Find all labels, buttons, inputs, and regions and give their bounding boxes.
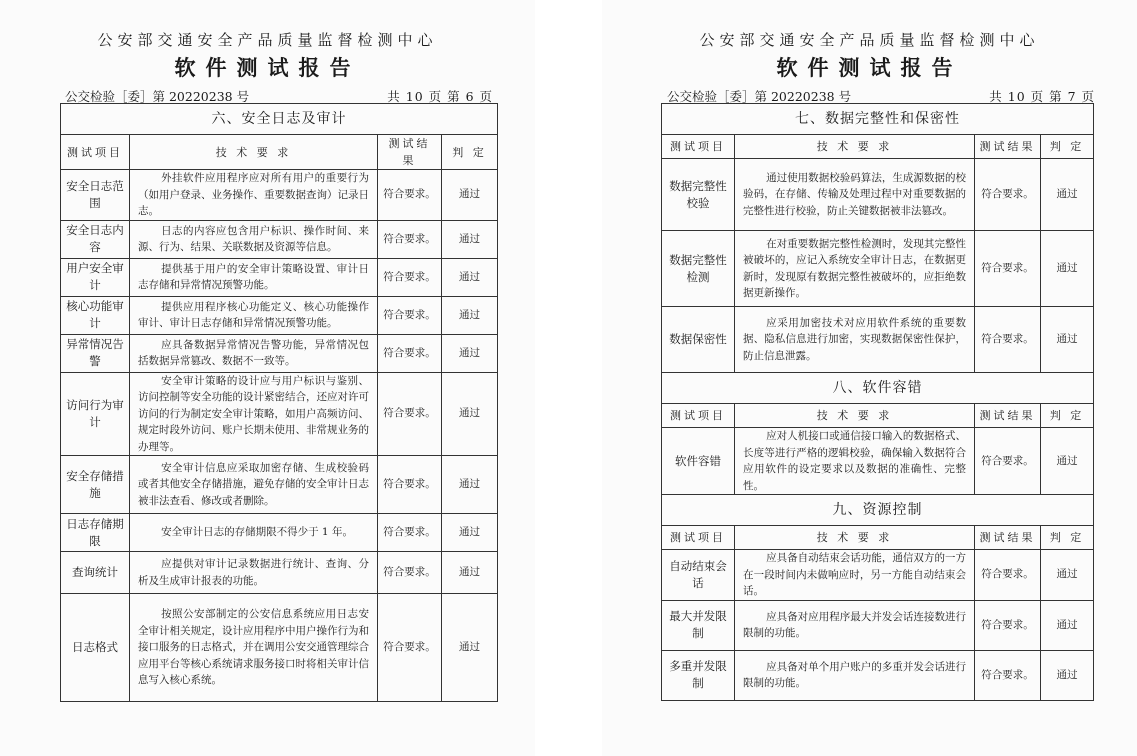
column-header-requirement: 技 术 要 求 (735, 135, 975, 159)
test-item: 软件容错 (662, 428, 735, 495)
technical-requirement: 提供基于用户的安全审计策略设置、审计日志存储和异常情况预警功能。 (130, 258, 378, 296)
table-row (61, 372, 498, 456)
verdict: 通过 (442, 552, 498, 594)
column-header-item: 测试项目 (662, 404, 735, 428)
test-result: 符合要求。 (378, 514, 442, 552)
test-item: 自动结束会话 (662, 550, 735, 601)
test-item: 日志存储期限 (61, 514, 130, 552)
technical-requirement: 在对重要数据完整性检测时，发现其完整性被破坏的，应记入系统安全审计日志，在数据更新时，发现原有数据完整性被破坏的，应拒绝数据更新操作。 (735, 231, 975, 307)
test-item: 数据完整性校验 (662, 159, 735, 231)
column-header-verdict: 判 定 (1041, 404, 1094, 428)
table-row (61, 594, 498, 702)
table-row (61, 456, 498, 514)
test-item: 安全日志范围 (61, 170, 130, 221)
technical-requirement: 安全审计日志的存储期限不得少于 1 年。 (130, 514, 378, 552)
verdict: 通过 (442, 372, 498, 456)
column-header-item: 测试项目 (662, 135, 735, 159)
table-row (61, 296, 498, 334)
technical-requirement: 应采用加密技术对应用软件系统的重要数据、隐私信息进行加密，实现数据保密性保护，防止信息泄露。 (735, 307, 975, 373)
issuing-organization: 公安部交通安全产品质量监督检测中心 (97, 31, 438, 49)
table-row (61, 220, 498, 258)
test-item: 访问行为审计 (61, 372, 130, 456)
column-header-item: 测试项目 (61, 135, 130, 170)
test-result: 符合要求。 (378, 170, 442, 221)
technical-requirement: 安全审计策略的设计应与用户标识与鉴别、访问控制等安全功能的设计紧密结合，还应对许可访问的行为制定安全审计策略，如用户高频访问、规定时段外访问、账户长期未使用、非常规业务的办理等。 (130, 372, 378, 456)
section-title: 六、安全日志及审计 (61, 104, 498, 135)
column-header-verdict: 判 定 (1041, 135, 1094, 159)
test-item: 日志格式 (61, 594, 130, 702)
technical-requirement: 日志的内容应包含用户标识、操作时间、来源、行为、结果、关联数据及资源等信息。 (130, 220, 378, 258)
table-row (662, 550, 1094, 601)
technical-requirement: 外挂软件应用程序应对所有用户的重要行为（如用户登录、业务操作、重要数据查询）记录日志。 (130, 170, 378, 221)
table-row (662, 428, 1094, 495)
test-item: 查询统计 (61, 552, 130, 594)
test-result: 符合要求。 (378, 456, 442, 514)
verdict: 通过 (1041, 650, 1094, 700)
technical-requirement: 应对人机接口或通信接口输入的数据格式、长度等进行严格的逻辑校验，确保输入数据符合应用软件的设定要求以及数据的准确性、完整性。 (735, 428, 975, 495)
table-row (662, 159, 1094, 231)
technical-requirement: 应具备数据异常情况告警功能，异常情况包括数据异常篡改、数据不一致等。 (130, 334, 378, 372)
test-results-table (661, 103, 1094, 701)
test-result: 符合要求。 (975, 600, 1041, 650)
column-header-result: 测试结果 (975, 135, 1041, 159)
report-page-6 (0, 0, 535, 756)
page-number: 共 10 页 第 7 页 (989, 89, 1095, 104)
column-header-verdict: 判 定 (1041, 526, 1094, 550)
test-result: 符合要求。 (975, 550, 1041, 601)
test-result: 符合要求。 (378, 372, 442, 456)
table-row (61, 170, 498, 221)
test-item: 安全存储措施 (61, 456, 130, 514)
table-row (662, 231, 1094, 307)
report-title: 软件测试报告 (174, 55, 361, 80)
verdict: 通过 (442, 296, 498, 334)
test-result: 符合要求。 (975, 428, 1041, 495)
technical-requirement: 应提供对审计记录数据进行统计、查询、分析及生成审计报表的功能。 (130, 552, 378, 594)
test-result: 符合要求。 (975, 650, 1041, 700)
column-header-result: 测试结果 (975, 526, 1041, 550)
verdict: 通过 (1041, 600, 1094, 650)
test-result: 符合要求。 (378, 552, 442, 594)
report-reference-number: 公交检验［委］第 20220238 号 (65, 89, 250, 104)
table-row (61, 552, 498, 594)
test-item: 数据完整性检测 (662, 231, 735, 307)
test-result: 符合要求。 (378, 258, 442, 296)
technical-requirement: 应具备对应用程序最大并发会话连接数进行限制的功能。 (735, 600, 975, 650)
column-header-verdict: 判 定 (442, 135, 498, 170)
test-item: 数据保密性 (662, 307, 735, 373)
table-row (662, 307, 1094, 373)
test-item: 安全日志内容 (61, 220, 130, 258)
verdict: 通过 (442, 334, 498, 372)
verdict: 通过 (1041, 550, 1094, 601)
technical-requirement: 提供应用程序核心功能定义、核心功能操作审计、审计日志存储和异常情况预警功能。 (130, 296, 378, 334)
report-reference-number: 公交检验［委］第 20220238 号 (667, 89, 852, 104)
column-header-result: 测试结果 (975, 404, 1041, 428)
test-result: 符合要求。 (378, 220, 442, 258)
technical-requirement: 应具备对单个用户账户的多重并发会话进行限制的功能。 (735, 650, 975, 700)
test-results-table (60, 103, 498, 702)
verdict: 通过 (442, 514, 498, 552)
column-header-item: 测试项目 (662, 526, 735, 550)
verdict: 通过 (442, 220, 498, 258)
column-header-requirement: 技 术 要 求 (735, 404, 975, 428)
test-item: 核心功能审计 (61, 296, 130, 334)
verdict: 通过 (1041, 307, 1094, 373)
table-row (662, 650, 1094, 700)
verdict: 通过 (1041, 231, 1094, 307)
test-item: 多重并发限制 (662, 650, 735, 700)
section-title: 八、软件容错 (662, 373, 1094, 404)
table-row (662, 600, 1094, 650)
verdict: 通过 (442, 456, 498, 514)
technical-requirement: 应具备自动结束会话功能，通信双方的一方在一段时间内未做响应时，另一方能自动结束会话。 (735, 550, 975, 601)
report-page-7 (602, 0, 1137, 756)
table-row (61, 334, 498, 372)
verdict: 通过 (442, 170, 498, 221)
page-gap (535, 0, 602, 756)
test-result: 符合要求。 (378, 296, 442, 334)
report-title: 软件测试报告 (776, 55, 963, 80)
column-header-requirement: 技 术 要 求 (130, 135, 378, 170)
test-result: 符合要求。 (975, 307, 1041, 373)
verdict: 通过 (1041, 159, 1094, 231)
technical-requirement: 按照公安部制定的公安信息系统应用日志安全审计相关规定，设计应用程序中用户操作行为和接口服务的日志格式，并在调用公安交通管理综合应用平台等核心系统请求服务接口时将相关审计信息写入核心系统。 (130, 594, 378, 702)
column-header-result: 测试结果 (378, 135, 442, 170)
verdict: 通过 (1041, 428, 1094, 495)
table-row (61, 514, 498, 552)
verdict: 通过 (442, 258, 498, 296)
verdict: 通过 (442, 594, 498, 702)
page-number: 共 10 页 第 6 页 (387, 89, 493, 104)
test-item: 最大并发限制 (662, 600, 735, 650)
test-item: 异常情况告警 (61, 334, 130, 372)
test-result: 符合要求。 (975, 159, 1041, 231)
technical-requirement: 通过使用数据校验码算法，生成源数据的校验码，在存储、传输及处理过程中对重要数据的完整性进行校验，防止关键数据被非法篡改。 (735, 159, 975, 231)
section-title: 九、资源控制 (662, 495, 1094, 526)
test-result: 符合要求。 (378, 594, 442, 702)
section-title: 七、数据完整性和保密性 (662, 104, 1094, 135)
test-result: 符合要求。 (975, 231, 1041, 307)
test-result: 符合要求。 (378, 334, 442, 372)
technical-requirement: 安全审计信息应采取加密存储、生成校验码或者其他安全存储措施，避免存储的安全审计日志被非法查看、修改或者删除。 (130, 456, 378, 514)
column-header-requirement: 技 术 要 求 (735, 526, 975, 550)
test-item: 用户安全审计 (61, 258, 130, 296)
table-row (61, 258, 498, 296)
issuing-organization: 公安部交通安全产品质量监督检测中心 (699, 31, 1040, 49)
